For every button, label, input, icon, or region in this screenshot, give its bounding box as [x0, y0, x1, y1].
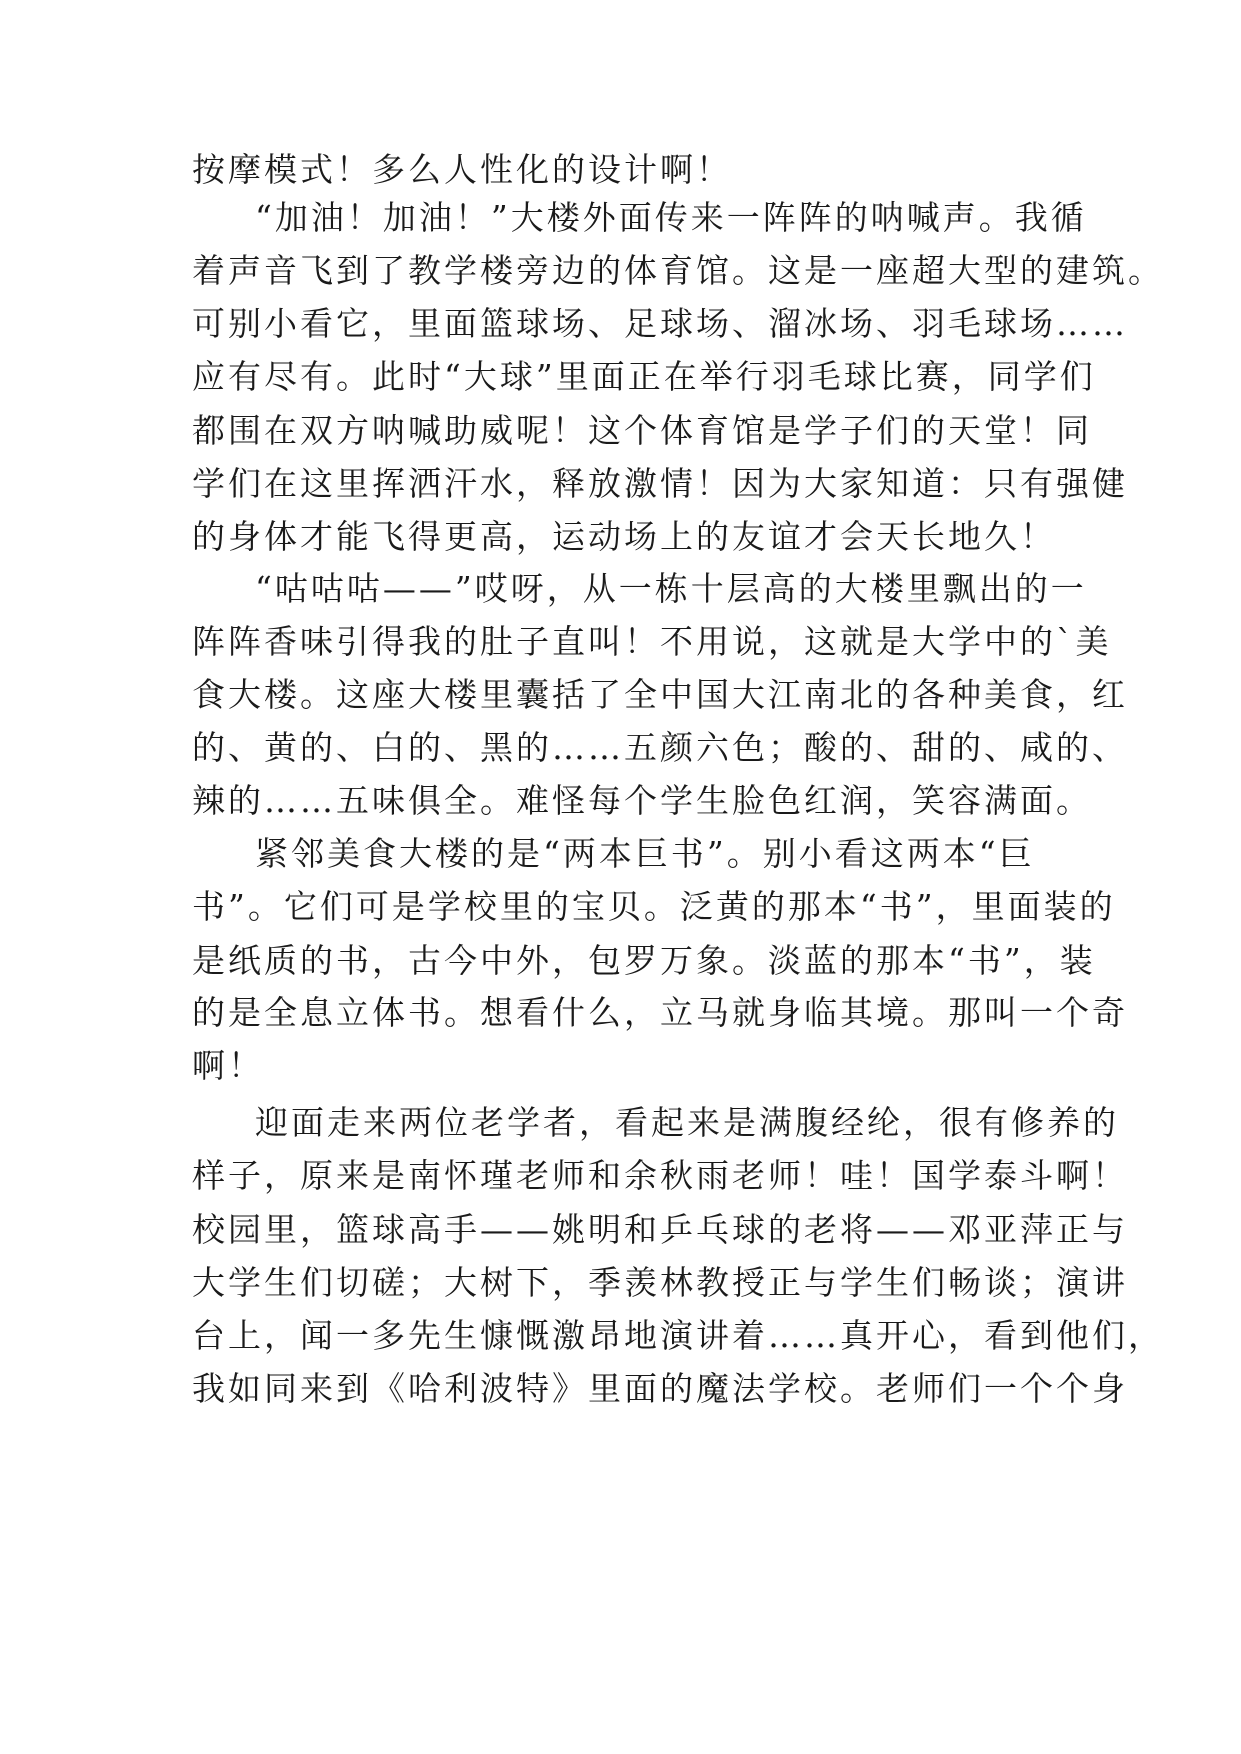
text-line: 可别小看它，里面篮球场、足球场、溜冰场、羽毛球场…… [192, 304, 1128, 343]
text-line: 书”。它们可是学校里的宝贝。泛黄的那本“书”，里面装的 [192, 887, 1116, 926]
text-line: 都围在双方呐喊助威呢！这个体育馆是学子们的天堂！同 [192, 411, 1092, 450]
text-line: 的身体才能飞得更高，运动场上的友谊才会天长地久！ [192, 517, 1056, 556]
text-line: 大学生们切磋；大树下，季羡林教授正与学生们畅谈；演讲 [192, 1263, 1128, 1302]
paragraph-start-line: “加油！加油！”大楼外面传来一阵阵的呐喊声。我循 [255, 198, 1087, 237]
text-line: 按摩模式！多么人性化的设计啊！ [192, 150, 732, 189]
text-line: 样子，原来是南怀瑾老师和余秋雨老师！哇！国学泰斗啊！ [192, 1156, 1128, 1195]
paragraph-start-line: “咕咕咕——”哎呀，从一栋十层高的大楼里飘出的一 [255, 569, 1087, 608]
text-line: 校园里，篮球高手——姚明和乒乓球的老将——邓亚萍正与 [192, 1210, 1128, 1249]
text-line: 的、黄的、白的、黑的……五颜六色；酸的、甜的、咸的、 [192, 728, 1128, 767]
text-line: 学们在这里挥洒汗水，释放激情！因为大家知道：只有强健 [192, 464, 1128, 503]
text-line: 食大楼。这座大楼里囊括了全中国大江南北的各种美食，红 [192, 675, 1128, 714]
text-line: 我如同来到《哈利波特》里面的魔法学校。老师们一个个身 [192, 1369, 1128, 1408]
text-line: 辣的……五味俱全。难怪每个学生脸色红润，笑容满面。 [192, 781, 1092, 820]
text-line: 的是全息立体书。想看什么，立马就身临其境。那叫一个奇 [192, 993, 1128, 1032]
text-line: 应有尽有。此时“大球”里面正在举行羽毛球比赛，同学们 [192, 357, 1096, 396]
paragraph-start-line: 紧邻美食大楼的是“两本巨书”。别小看这两本“巨 [255, 834, 1035, 873]
paragraph-start-line: 迎面走来两位老学者，看起来是满腹经纶，很有修养的 [255, 1103, 1119, 1142]
text-line: 是纸质的书，古今中外，包罗万象。淡蓝的那本“书”，装 [192, 941, 1096, 980]
text-line: 啊！ [192, 1046, 264, 1085]
text-line: 着声音飞到了教学楼旁边的体育馆。这是一座超大型的建筑。 [192, 251, 1164, 290]
text-line: 阵阵香味引得我的肚子直叫！不用说，这就是大学中的`美 [192, 622, 1112, 661]
text-line: 台上，闻一多先生慷慨激昂地演讲着……真开心，看到他们， [192, 1316, 1164, 1355]
